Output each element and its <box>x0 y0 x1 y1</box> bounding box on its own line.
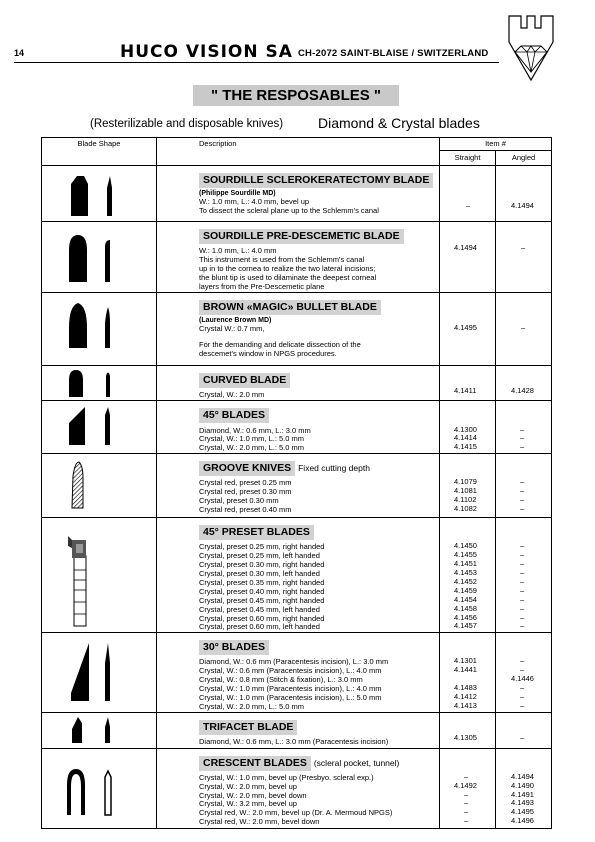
bullet-blade-icon <box>42 293 157 366</box>
blade-shape-cell <box>42 292 157 365</box>
straight-number: 4.1451 <box>454 559 477 569</box>
brand-name: HUCO VISION SA <box>120 42 293 62</box>
angled-number: 4.1490 <box>511 780 534 790</box>
blade-shape-cell <box>42 454 157 518</box>
blade-description <box>157 454 440 518</box>
desc-line: Crystal, W.: 2.0 mm, L.: 5.0 mm <box>199 443 305 453</box>
desc-line: Crystal, W.: 1.0 mm, L.: 5.0 mm <box>199 434 305 444</box>
desc-line: Crystal, preset 0.60 mm, left handed <box>199 622 320 632</box>
angled-number: – <box>520 732 525 742</box>
angled-number: – <box>520 424 525 434</box>
straight-cell <box>440 222 496 293</box>
straight-number: 4.1411 <box>454 385 477 395</box>
straight-number: 4.1457 <box>454 621 477 631</box>
preset-blade-icon <box>42 518 157 633</box>
angled-cell <box>496 454 552 518</box>
desc-line: descemet's window in NPGS procedures. <box>199 349 337 359</box>
desc-line: Crystal, preset 0.30 mm, left handed <box>199 568 320 578</box>
blade-shape-cell <box>42 222 157 293</box>
desc-line: Crystal, preset 0.45 mm, left handed <box>199 604 320 614</box>
straight-number: 4.1414 <box>454 433 477 443</box>
trifacet-blade-icon <box>42 713 157 749</box>
angled-number: – <box>520 442 525 452</box>
desc-line: Diamond, W.: 0.6 mm, L.: 3.0 mm (Paracentesis incision) <box>199 736 389 746</box>
straight-number: 4.1102 <box>454 495 477 505</box>
angled-number: 4.1494 <box>511 201 534 210</box>
straight-number: 4.1079 <box>454 477 477 487</box>
desc-line: For the demanding and delicate dissection of the <box>199 340 361 350</box>
blade-note: Fixed cutting depth <box>298 463 370 474</box>
straight-number: – <box>464 789 469 799</box>
desc-line: Crystal, W.: 0.6 mm (Paracentesis incision), L.: 4.0 mm <box>199 666 382 676</box>
desc-line: Crystal, W.: 1.0 mm (Paracentesis incision), L.: 5.0 mm <box>199 692 382 702</box>
blade-title: BROWN «MAGIC» BULLET BLADE <box>199 300 381 315</box>
desc-line: Crystal red, W.: 2.0 mm, bevel down <box>199 817 320 827</box>
desc-line: Crystal, W.: 2.0 mm, L.: 5.0 mm <box>199 701 305 711</box>
straight-cell <box>440 633 496 712</box>
angled-number: 4.1428 <box>511 385 534 395</box>
blade-note: (scleral pocket, tunnel) <box>313 757 400 768</box>
page-number: 14 <box>14 48 25 58</box>
angled-cell <box>496 166 552 222</box>
straight-number: 4.1412 <box>454 691 477 701</box>
header-blade-shape: Blade Shape <box>42 138 157 166</box>
straight-number: 4.1456 <box>454 612 477 622</box>
angled-number: – <box>520 656 525 666</box>
angled-number: – <box>520 433 525 443</box>
angled-number: – <box>520 486 525 496</box>
desc-line: Crystal, preset 0.30 mm, right handed <box>199 560 325 570</box>
angled-number: – <box>520 559 525 569</box>
diamond-logo-icon <box>505 14 557 82</box>
angled-number: 4.1446 <box>511 674 534 684</box>
angled-number: 4.1496 <box>511 816 534 826</box>
desc-line: Crystal, W.: 3.2 mm, bevel up <box>199 799 297 809</box>
blade-author: (Philippe Sourdille MD) <box>199 190 276 197</box>
section-title: " THE RESPOSABLES " <box>193 85 399 106</box>
table-row <box>42 454 552 518</box>
angled-cell <box>496 633 552 712</box>
straight-number: 4.1458 <box>454 603 477 613</box>
blade-shape-cell <box>42 518 157 633</box>
table-row <box>42 712 552 748</box>
angled-cell <box>496 222 552 293</box>
blade-title: SOURDILLE PRE-DESCEMETIC BLADE <box>199 229 404 244</box>
straight-number: 4.1459 <box>454 585 477 595</box>
desc-line: Crystal, W.: 2.0 mm <box>199 389 265 399</box>
straight-number: – <box>464 771 469 781</box>
header-description: Description <box>157 138 440 166</box>
desc-line: Crystal red, preset 0.40 mm <box>199 504 292 514</box>
blade-shape-cell <box>42 633 157 712</box>
blade-description <box>157 633 440 712</box>
desc-line: Crystal, preset 0.25 mm, right handed <box>199 542 325 552</box>
table-row <box>42 400 552 454</box>
blade-shape-cell <box>42 365 157 400</box>
straight-number: 4.1450 <box>454 541 477 551</box>
blade-title: 45° BLADES <box>199 408 269 423</box>
desc-line: Crystal, preset 0.40 mm, right handed <box>199 586 325 596</box>
table-row <box>42 292 552 365</box>
straight-cell <box>440 400 496 454</box>
blade-title: TRIFACET BLADE <box>199 720 297 735</box>
blade-author: (Laurence Brown MD) <box>199 316 272 324</box>
straight-cell <box>440 166 496 222</box>
angled-number: – <box>520 612 525 622</box>
angled-number: – <box>520 495 525 505</box>
desc-line: To dissect the scleral plane up to the Schlemm's canal <box>199 205 379 215</box>
angled-number: – <box>520 603 525 613</box>
angled-cell <box>496 748 552 828</box>
straight-number: – <box>464 816 469 826</box>
straight-number: 4.1415 <box>454 442 477 452</box>
straight-number: 4.1454 <box>454 594 477 604</box>
sclerokeratectomy-blade-icon <box>42 166 157 222</box>
blade-title: 30° BLADES <box>199 640 269 655</box>
angled-number: – <box>521 243 526 252</box>
straight-number: 4.1082 <box>454 503 477 513</box>
pre-descemetic-blade-icon <box>42 222 157 292</box>
desc-line: W.: 1.0 mm, L.: 4.0 mm <box>199 246 277 255</box>
angled-number: – <box>520 700 525 710</box>
straight-number: – <box>464 807 469 817</box>
straight-number: 4.1495 <box>454 322 477 332</box>
angled-number: 4.1495 <box>511 807 534 817</box>
angled-cell <box>496 365 552 400</box>
groove-knife-icon <box>42 454 157 518</box>
table-row <box>42 633 552 712</box>
angled-number: – <box>520 665 525 675</box>
straight-cell <box>440 712 496 748</box>
angled-number: – <box>520 585 525 595</box>
straight-number: 4.1305 <box>454 732 477 742</box>
angled-number: 4.1493 <box>511 798 534 808</box>
desc-line: Crystal, W.: 2.0 mm, bevel up <box>199 781 297 791</box>
header-straight: Straight <box>440 151 496 166</box>
desc-line: Crystal, W.: 0.8 mm (Stitch & fixation), L.: 3.0 mm <box>199 675 363 685</box>
angled-number: – <box>520 621 525 631</box>
desc-line: Diamond, W.: 0.6 mm, L.: 3.0 mm <box>199 425 311 435</box>
table-row <box>42 222 552 293</box>
blade-catalog-table <box>41 137 552 829</box>
blade-title: CRESCENT BLADES <box>199 756 311 771</box>
angled-number: 4.1494 <box>511 771 534 781</box>
straight-cell <box>440 454 496 518</box>
desc-line: Crystal red, preset 0.30 mm <box>199 487 292 497</box>
angled-cell <box>496 712 552 748</box>
angled-number: 4.1491 <box>511 789 534 799</box>
blade-title: SOURDILLE SCLEROKERATECTOMY BLADE <box>199 173 433 188</box>
angled-number: – <box>520 594 525 604</box>
straight-number: 4.1301 <box>454 656 477 666</box>
straight-number: 4.1494 <box>454 243 477 252</box>
desc-line: Crystal red, W.: 2.0 mm, bevel up (Dr. A. Mermoud NPGS) <box>199 808 393 818</box>
blade-description <box>157 292 440 365</box>
desc-line: This instrument is used from the Schlemm's canal <box>199 254 365 264</box>
straight-number: 4.1455 <box>454 550 477 560</box>
desc-line: Crystal W.: 0.7 mm, <box>199 323 265 333</box>
angled-number: – <box>520 541 525 551</box>
desc-line: Crystal, preset 0.45 mm, right handed <box>199 595 325 605</box>
header-angled: Angled <box>496 151 552 166</box>
curved-blade-icon <box>42 366 157 401</box>
header-item-number: Item # <box>440 138 552 151</box>
straight-number: 4.1300 <box>454 424 477 434</box>
table-row <box>42 365 552 400</box>
table-row <box>42 748 552 828</box>
angled-cell <box>496 400 552 454</box>
subtitle-knives: (Resterilizable and disposable knives) <box>90 118 284 130</box>
straight-number: – <box>464 798 469 808</box>
straight-number: 4.1453 <box>454 567 477 577</box>
straight-cell <box>440 748 496 828</box>
table-row <box>42 166 552 222</box>
angled-number: – <box>521 322 526 332</box>
crescent-blade-icon <box>42 749 157 829</box>
blade-shape-cell <box>42 166 157 222</box>
straight-cell <box>440 518 496 633</box>
desc-line: Crystal red, preset 0.25 mm <box>199 478 292 488</box>
straight-number: 4.1492 <box>454 780 477 790</box>
30-degree-blade-icon <box>42 633 157 712</box>
desc-line: Crystal, preset 0.30 mm <box>199 496 279 506</box>
subtitle-blades: Diamond & Crystal blades <box>318 115 480 131</box>
angled-number: – <box>520 550 525 560</box>
blade-description <box>157 400 440 454</box>
straight-number: 4.1483 <box>454 683 477 693</box>
blade-description <box>157 365 440 400</box>
blade-description <box>157 222 440 293</box>
angled-cell <box>496 292 552 365</box>
straight-number: 4.1452 <box>454 576 477 586</box>
blade-shape-cell <box>42 748 157 828</box>
angled-number: – <box>520 477 525 487</box>
blade-title: CURVED BLADE <box>199 373 290 388</box>
blade-title: 45° PRESET BLADES <box>199 525 314 540</box>
desc-line: Crystal, W.: 1.0 mm, bevel up (Presbyo. scleral exp.) <box>199 772 374 782</box>
blade-shape-cell <box>42 712 157 748</box>
desc-line: W.: 1.0 mm, L.: 4.0 mm, bevel up <box>199 197 310 206</box>
desc-line: Crystal, preset 0.60 mm, right handed <box>199 613 325 623</box>
blade-shape-cell <box>42 400 157 454</box>
angled-number: – <box>520 683 525 693</box>
desc-line: the blunt tip is used to dilaminate the deepest corneal <box>199 272 377 282</box>
company-address: CH-2072 SAINT-BLAISE / SWITZERLAND <box>298 48 489 59</box>
straight-number: – <box>466 201 471 210</box>
angled-number: – <box>520 576 525 586</box>
blade-description <box>157 166 440 222</box>
straight-number: 4.1081 <box>454 486 477 496</box>
straight-cell <box>440 292 496 365</box>
desc-line: Crystal, preset 0.25 mm, left handed <box>199 551 320 561</box>
desc-line: Crystal, W.: 2.0 mm, bevel down <box>199 790 307 800</box>
desc-line: Crystal, W.: 1.0 mm (Paracentesis incision), L.: 4.0 mm <box>199 684 382 694</box>
blade-description <box>157 748 440 828</box>
header-rule <box>14 62 499 63</box>
desc-line: layers from the Pre-Descemetic plane <box>199 281 325 291</box>
angled-number: – <box>520 567 525 577</box>
desc-line: Diamond, W.: 0.6 mm (Paracentesis incision), L.: 3.0 mm <box>199 657 389 667</box>
angled-number: – <box>520 503 525 513</box>
45-degree-blade-icon <box>42 401 157 453</box>
straight-number: 4.1441 <box>454 665 477 675</box>
desc-line: Crystal, preset 0.35 mm, right handed <box>199 577 325 587</box>
table-row <box>42 518 552 633</box>
blade-description <box>157 712 440 748</box>
angled-cell <box>496 518 552 633</box>
angled-number: – <box>520 691 525 701</box>
straight-number: 4.1413 <box>454 700 477 710</box>
straight-cell <box>440 365 496 400</box>
desc-line: up in to the cornea to realize the two lateral incisions; <box>199 263 376 273</box>
blade-title: GROOVE KNIVES <box>199 461 295 476</box>
blade-description <box>157 518 440 633</box>
